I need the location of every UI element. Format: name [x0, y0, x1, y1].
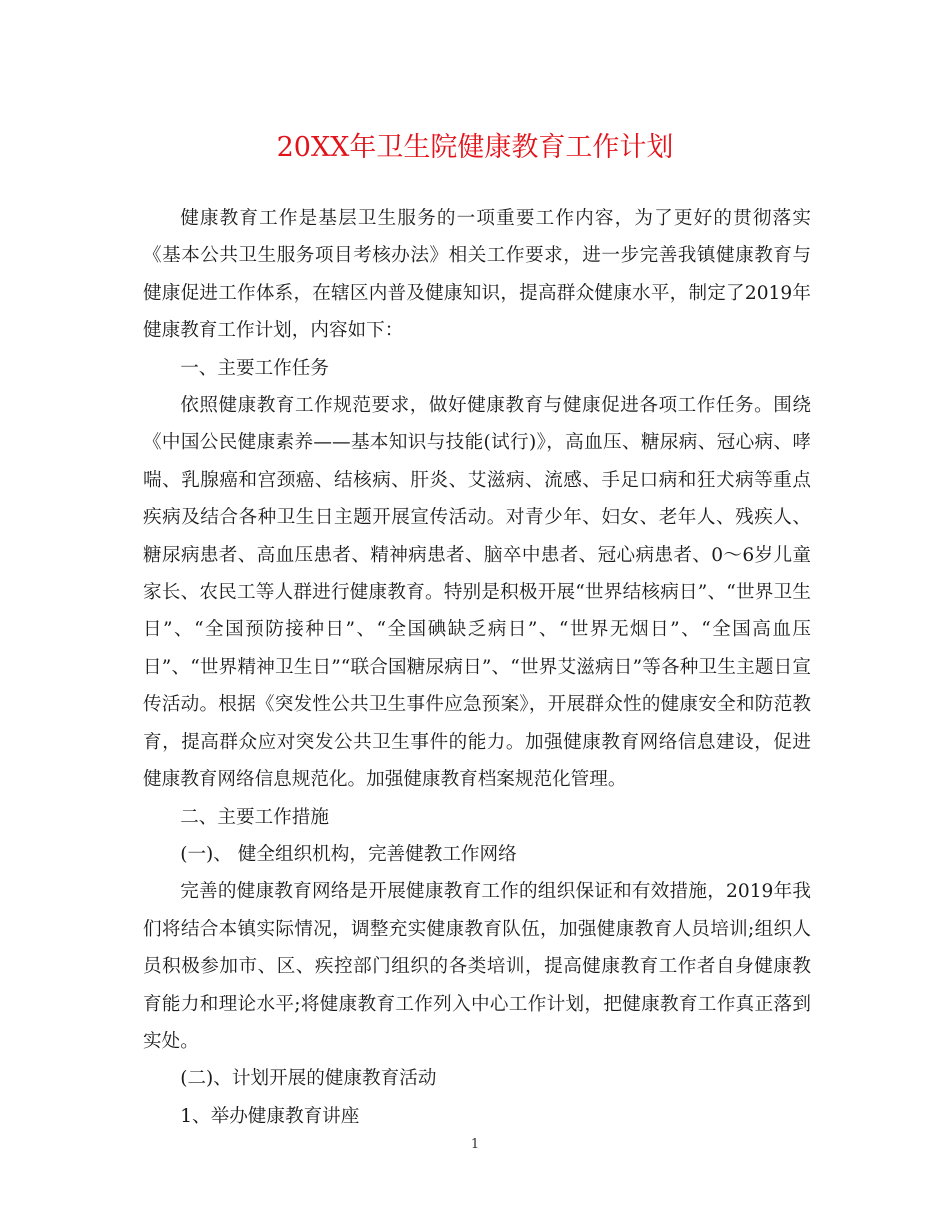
- section-heading-main-measures: 二、主要工作措施: [180, 806, 329, 828]
- document-title: 20XX年卫生院健康教育工作计划: [276, 132, 674, 163]
- intro-paragraph: 健康教育工作是基层卫生服务的一项重要工作内容，为了更好的贯彻落实《基本公共卫生服务项目考核办法》相关工作要求，进一步完善我镇健康教育与健康促进工作体系，在辖区内普及健康知识，提高群众健康水平，制定了2019年健康教育工作计划，内容如下：: [143, 208, 811, 342]
- page-number: 1: [470, 1137, 480, 1152]
- main-tasks-paragraph: 依照健康教育工作规范要求，做好健康教育与健康促进各项工作任务。围绕《中国公民健康素养——基本知识与技能(试行)》，高血压、糖尿病、冠心病、哮喘、乳腺癌和宫颈癌、结核病、肝炎、艾滋病、流感、手足口病和狂犬病等重点疾病及结合各种卫生日主题开展宣传活动。对青少年、妇女、老年人、残疾人、糖尿病患者、高血压患者、精神病患者、脑卒中患者、冠心病患者、0～6岁儿童家长、农民工等人群进行健康教育。特别是积极开展“世界结核病日”、“世界卫生日”、“全国预防接种日”、“全国碘缺乏病日”、“世界无烟日”、“全国高血压日”、“世界精神卫生日”“联合国糖尿病日”、“世界艾滋病日”等各种卫生主题日宣传活动。根据《突发性公共卫生事件应急预案》，开展群众性的健康安全和防范教育，提高群众应对突发公共卫生事件的能力。加强健康教育网络信息建设，促进健康教育网络信息规范化。加强健康教育档案规范化管理。: [143, 395, 811, 791]
- subsection-heading-organization: (一)、 健全组织机构，完善健教工作网络: [180, 843, 517, 865]
- section-heading-main-tasks: 一、主要工作任务: [180, 357, 329, 379]
- list-item-lectures: 1、举办健康教育讲座: [180, 1105, 360, 1127]
- organization-paragraph: 完善的健康教育网络是开展健康教育工作的组织保证和有效措施，2019年我们将结合本镇实际情况，调整充实健康教育队伍，加强健康教育人员培训;组织人员积极参加市、区、疾控部门组织的各类培训，提高健康教育工作者自身健康教育能力和理论水平;将健康教育工作列入中心工作计划，把健康教育工作真正落到实处。: [143, 881, 811, 1052]
- subsection-heading-activities: (二)、计划开展的健康教育活动: [180, 1068, 437, 1090]
- document-body: [143, 200, 811, 1135]
